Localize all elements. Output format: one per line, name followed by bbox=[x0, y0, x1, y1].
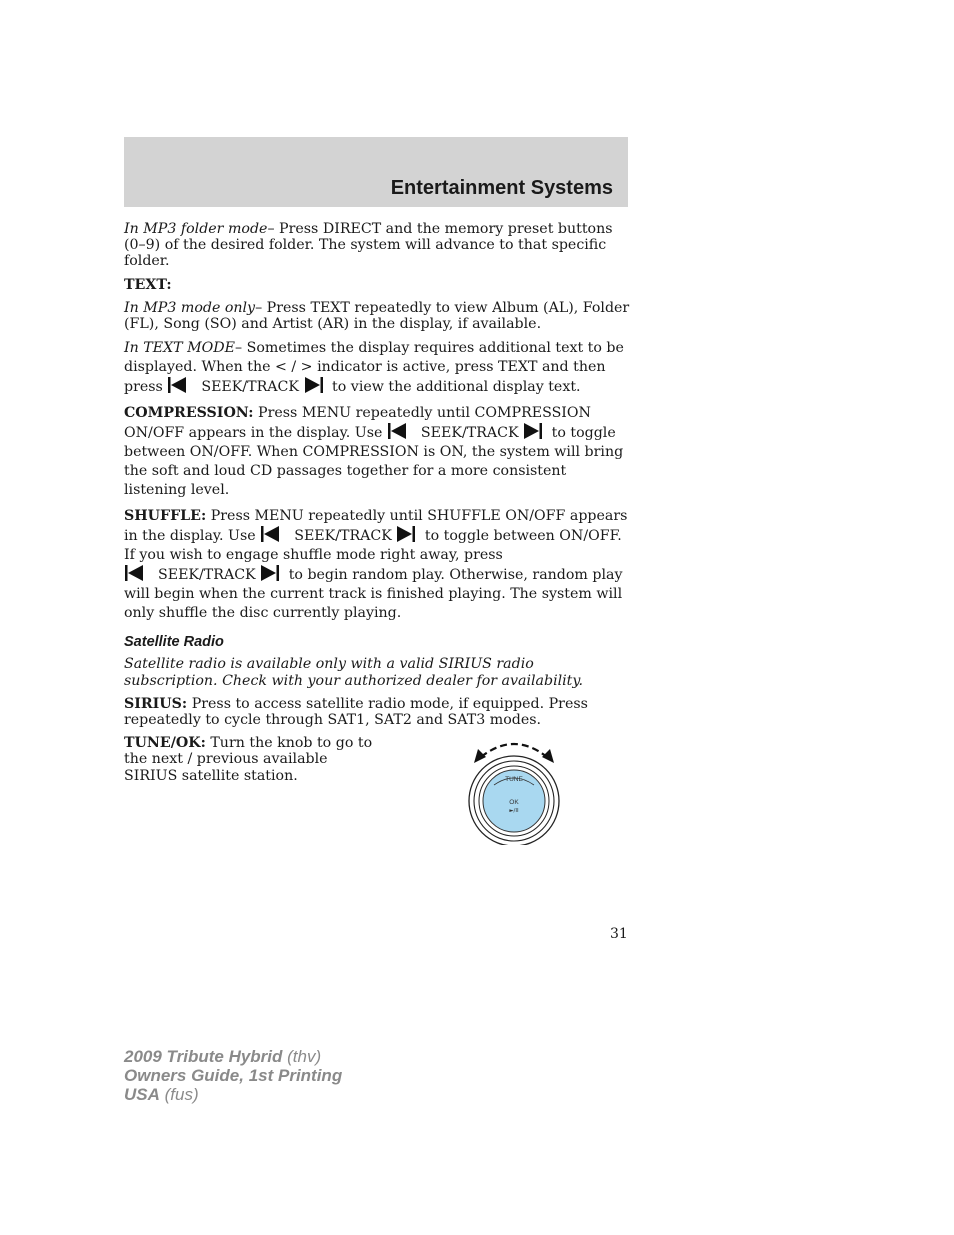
seek-track-label: SEEK/TRACK bbox=[201, 379, 300, 396]
section-title: Entertainment Systems bbox=[390, 177, 613, 199]
sirius-paragraph bbox=[124, 696, 630, 728]
seek-back-icon bbox=[387, 423, 407, 439]
seek-track-control bbox=[124, 567, 284, 583]
mp3-folder-lead: In MP3 folder mode bbox=[124, 221, 268, 237]
footer-line-1: 2009 Tribute Hybrid (thv) bbox=[124, 1047, 322, 1066]
satellite-note: Satellite radio is available only with a valid SIRIUS radio subscription. Check with your authorized dealer for availability. bbox=[124, 656, 584, 689]
mp3-folder-text: – Press DIRECT and the memory preset buttons (0–9) of the desired folder. The system will advance to that specific folder. bbox=[124, 221, 613, 270]
text-mode-paragraph bbox=[124, 339, 630, 397]
seek-track-label: SEEK/TRACK bbox=[420, 425, 519, 442]
compression-text: Press MENU repeatedly until COMPRESSION ON/OFF appears in the display. Use bbox=[124, 405, 591, 442]
seek-forward-icon bbox=[260, 565, 280, 581]
text-mode-after: to view the additional display text. bbox=[332, 379, 581, 396]
knob-tune-label: TUNE bbox=[505, 776, 523, 784]
section-header-band bbox=[124, 137, 628, 207]
seek-forward-icon bbox=[304, 377, 324, 393]
footer-line-2: Owners Guide, 1st Printing bbox=[124, 1066, 343, 1085]
knob-ok-label: OK bbox=[509, 799, 519, 807]
seek-back-icon bbox=[167, 377, 187, 393]
satellite-radio-heading: Satellite Radio bbox=[124, 634, 224, 651]
seek-track-control bbox=[260, 528, 420, 544]
mp3-mode-text: – Press TEXT repeatedly to view Album (AL), Folder (FL), Song (SO) and Artist (AR) in the display, if available. bbox=[124, 299, 630, 333]
seek-track-control bbox=[167, 379, 327, 395]
seek-forward-icon bbox=[523, 423, 543, 439]
seek-track-label: SEEK/TRACK bbox=[158, 567, 256, 584]
tune-section bbox=[124, 735, 630, 815]
document-footer bbox=[124, 1047, 342, 1104]
knob-play-pause-label: ►/II bbox=[509, 808, 519, 815]
mp3-mode-paragraph bbox=[124, 300, 630, 332]
sirius-label: SIRIUS: bbox=[124, 695, 188, 712]
page-number: 31 bbox=[610, 926, 628, 942]
mp3-folder-paragraph bbox=[124, 221, 630, 270]
text-mode-text: – Sometimes the display requires additional text to be displayed. When the < / > indicator is active, press TEXT and then press bbox=[124, 340, 624, 396]
footer-line-3: USA (fus) bbox=[124, 1085, 199, 1104]
shuffle-after: to begin random play. Otherwise, random play will begin when the current track is finished playing. The system will only shuffle the disc currently playing. bbox=[124, 567, 623, 622]
tune-paragraph bbox=[124, 735, 384, 784]
tune-label: TUNE/OK: bbox=[124, 735, 206, 752]
seek-track-label: SEEK/TRACK bbox=[294, 528, 392, 545]
shuffle-label: SHUFFLE: bbox=[124, 508, 207, 525]
sirius-text: Press to access satellite radio mode, if equipped. Press repeatedly to cycle through SAT1, SAT2 and SAT3 modes. bbox=[124, 695, 588, 729]
shuffle-text: Press MENU repeatedly until SHUFFLE ON/OFF appears in the display. Use bbox=[124, 508, 628, 545]
tune-text: Turn the knob to go to the next / previous available SIRIUS satellite station. bbox=[124, 735, 373, 784]
seek-back-icon bbox=[260, 526, 280, 542]
text-heading: TEXT: bbox=[124, 276, 172, 293]
shuffle-mid: to toggle between ON/OFF. If you wish to engage shuffle mode right away, press bbox=[124, 528, 622, 564]
mp3-mode-lead: In MP3 mode only bbox=[124, 299, 256, 316]
compression-paragraph bbox=[124, 404, 630, 500]
seek-forward-icon bbox=[396, 526, 416, 542]
shuffle-paragraph bbox=[124, 507, 630, 623]
compression-label: COMPRESSION: bbox=[124, 405, 254, 422]
page-content bbox=[124, 221, 630, 815]
seek-back-icon bbox=[124, 565, 144, 581]
tune-knob-illustration bbox=[467, 735, 562, 845]
compression-after: to toggle between ON/OFF. When COMPRESSION is ON, the system will bring the soft and loud CD passages together for a more consistent listening level. bbox=[124, 425, 624, 499]
seek-track-control bbox=[387, 425, 547, 441]
text-mode-lead: In TEXT MODE bbox=[124, 340, 236, 357]
